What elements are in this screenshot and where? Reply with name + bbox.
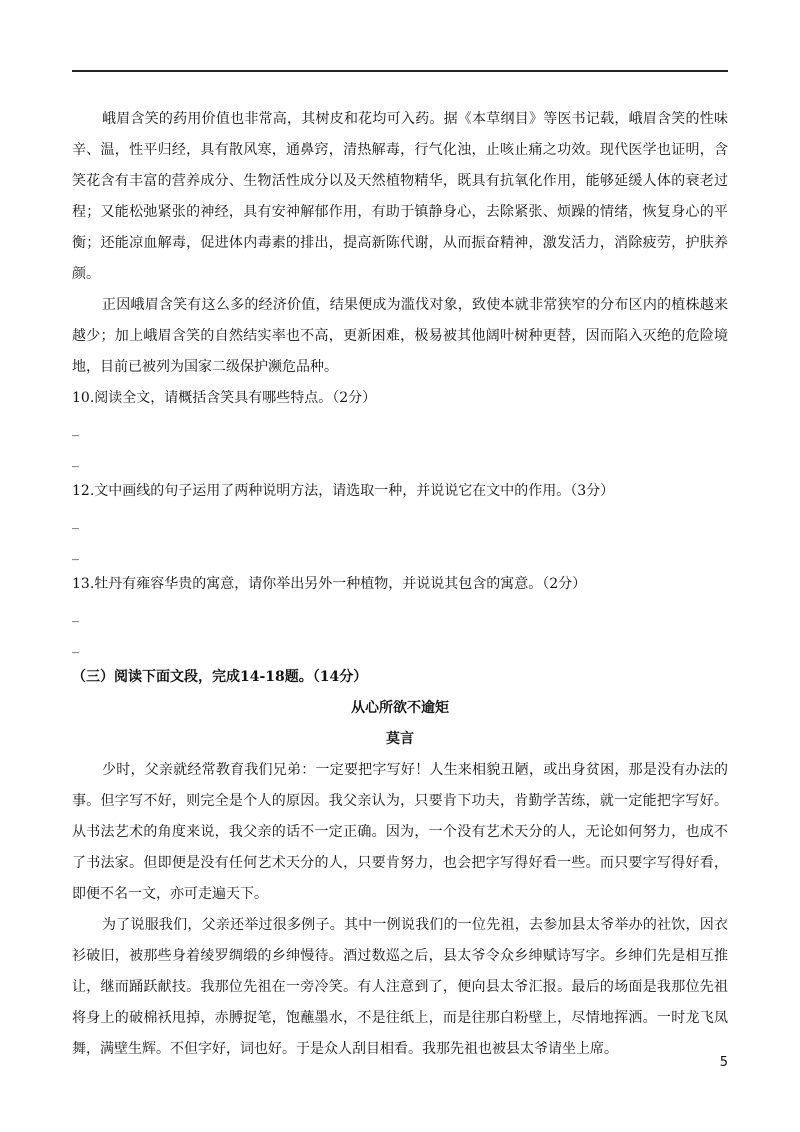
answer-blank: _ [72, 452, 79, 468]
header-rule [72, 70, 728, 72]
page-content [72, 104, 728, 1065]
paragraph-ancestor-story: 为了说服我们，父亲还举过很多例子。其中一例说我们的一位先祖，去参加县太爷举办的社饮，因衣衫破旧，被那些身着绫罗绸缎的乡绅慢待。酒过数巡之后，县太爷令众乡绅赋诗写字。乡绅们先是相互推让，继而踊跃献技。我那位先祖在一旁冷笑。有人注意到了，便向县太爷汇报。最后的场面是我那位先祖将身上的破棉袄甩掉，赤膊捉笔，饱蘸墨水，不是往纸上，而是往那白粉壁上，尽情地挥洒。一时龙飞凤舞，满壁生辉。不但字好，词也好。于是众人刮目相看。我那先祖也被县太爷请坐上席。 [72, 917, 728, 1057]
page-number: 5 [719, 1055, 728, 1070]
paragraph-endangered: 正因峨眉含笑有这么多的经济价值，结果便成为滥伐对象，致使本就非常狭窄的分布区内的植株越来越少；加上峨眉含笑的自然结实率也不高，更新困难，极易被其他阔叶树种更替，因而陷入灭绝的危险境地，目前已被列为国家二级保护濒危品种。 [72, 297, 728, 375]
question-12: 12.文中画线的句子运用了两种说明方法，请选取一种，并说说它在文中的作用。（3分） [72, 483, 615, 499]
article-author: 莫言 [386, 731, 414, 747]
answer-blank: _ [72, 421, 79, 437]
question-10: 10.阅读全文，请概括含笑具有哪些特点。（2分） [72, 390, 377, 406]
answer-blank: _ [72, 638, 79, 654]
article-title: 从心所欲不逾矩 [351, 700, 449, 716]
answer-blank: _ [72, 514, 79, 530]
answer-blank: _ [72, 607, 79, 623]
section-heading: （三）阅读下面文段，完成14-18题。（14分） [72, 669, 368, 685]
paragraph-father-teaching: 少时，父亲就经常教育我们兄弟：一定要把字写好！人生来相貌丑陋，或出身贫困，那是没有办法的事。但字写不好，则完全是个人的原因。我父亲认为，只要肯下功夫，肯勤学苦练，就一定能把字写好。从书法艺术的角度来说，我父亲的话不一定正确。因为，一个没有艺术天分的人，无论如何努力，也成不了书法家。但即便是没有任何艺术天分的人，只要肯努力，也会把字写得好看一些。而只要字写得好看，即便不名一文，亦可走遍天下。 [72, 762, 728, 902]
question-13: 13.牡丹有雍容华贵的寓意，请你举出另外一种植物，并说说其包含的寓意。（2分） [72, 576, 587, 592]
answer-blank: _ [72, 545, 79, 561]
paragraph-medicinal-value: 峨眉含笑的药用价值也非常高，其树皮和花均可入药。据《本草纲目》等医书记载，峨眉含笑的性味辛、温，性平归经，具有散风寒，通鼻窍，清热解毒，行气化浊，止咳止痛之功效。现代医学也证明，含笑花含有丰富的营养成分、生物活性成分以及天然植物精华，既具有抗氧化作用，能够延缓人体的衰老过程；又能松弛紧张的神经，具有安神解郁作用，有助于镇静身心，去除紧张、烦躁的情绪，恢复身心的平衡；还能凉血解毒，促进体内毒素的排出，提高新陈代谢，从而振奋精神，激发活力，消除疲劳，护肤养颜。 [72, 111, 728, 282]
